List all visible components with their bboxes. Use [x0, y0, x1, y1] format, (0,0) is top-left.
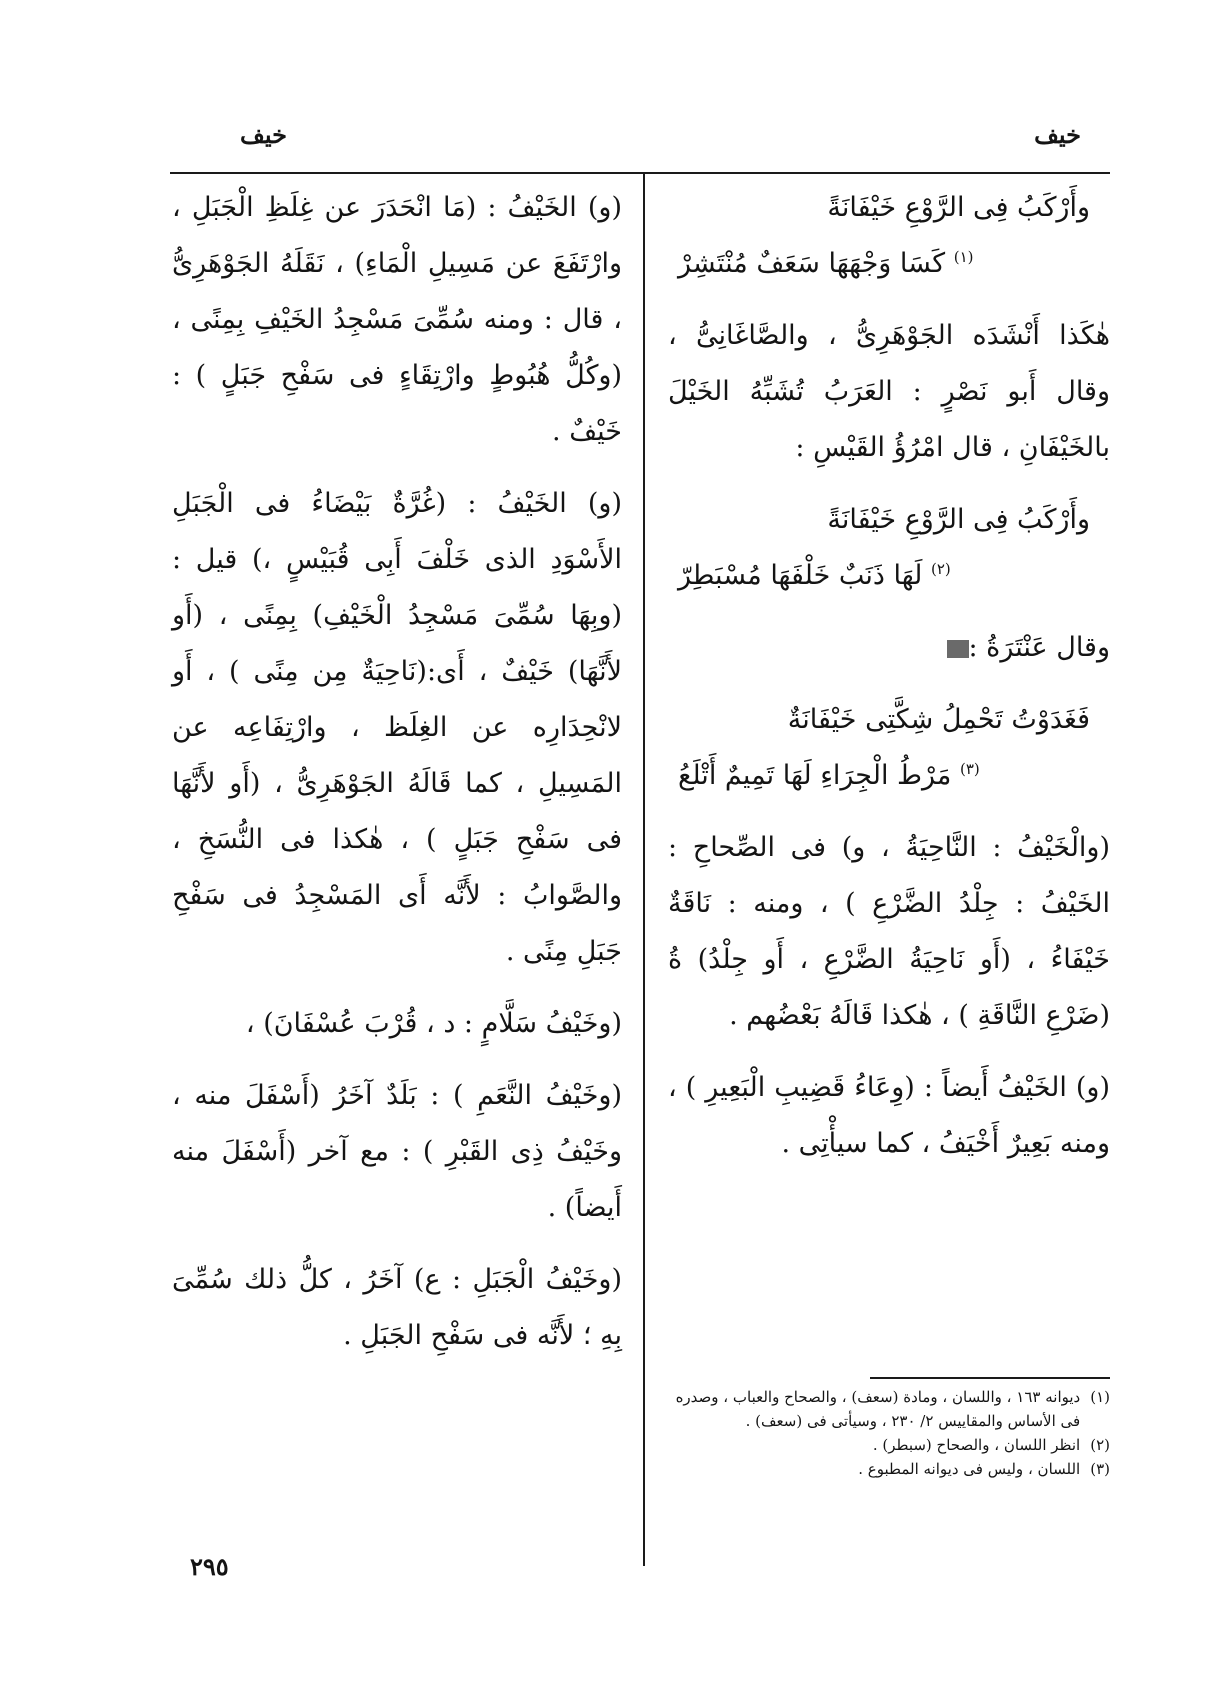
page-number: ٢٩٥	[190, 1552, 229, 1581]
verse-3	[668, 692, 1110, 804]
verse-2	[668, 492, 1110, 604]
footnote-number: (٢)	[1090, 1436, 1110, 1454]
running-header-left: خيف	[240, 120, 287, 149]
verse-1-line-2	[668, 236, 1110, 292]
running-header-right: خيف	[1034, 120, 1081, 149]
left-column	[172, 180, 622, 1380]
footnote-number: (٣)	[1090, 1460, 1110, 1478]
footnote-number: (١)	[1090, 1388, 1110, 1406]
header-rule	[170, 172, 1110, 174]
verse-2-line-2-text: لَهَا ذَنَبٌ خَلْفَهَا مُسْبَطِرّ	[678, 560, 923, 591]
print-mark-icon	[947, 640, 969, 658]
verse-3-line-2	[668, 748, 1110, 804]
right-column	[668, 180, 1110, 1188]
paragraph-naahiya: (والْخَيْفُ : النَّاحِيَةُ ، و) فى الصِّحاحِ : الخَيْفُ : جِلْدُ الضَّرْعِ ) ، ومنه : نَاقَةٌ خَيْفَاءُ ، (أَو نَاحِيَةُ الضَّرْعِ ، أَو جِلْدُ) ةُ (ضَرْعِ النَّاقَةِ ) ، هٰكذا قَالَهُ بَعْضُهم .	[668, 832, 1110, 1031]
verse-3-line-1: فَغَدَوْتُ تَحْمِلُ شِكَّتِى خَيْفَانَةٌ	[787, 704, 1090, 735]
paragraph-wiaa: (و) الخَيْفُ أَيضاً : (وِعَاءُ قَضِيبِ الْبَعِيرِ ) ، ومنه بَعِيرٌ أَخْيَفُ ، كما سيأْتِى .	[668, 1072, 1110, 1159]
footnote-rule	[870, 1377, 1110, 1379]
paragraph-ghurra: (و) الخَيْفُ : (غُرَّةٌ بَيْضَاءُ فى الْجَبَلِ الأَسْوَدِ الذى خَلْفَ أَبِى قُبَيْسٍ ،) قيل : (وبِهَا سُمِّىَ مَسْجِدُ الْخَيْفِ) بِمِنًى ، (أَو لأَنَّهَا) خَيْفٌ ، أَى:(نَاحِيَةٌ مِن مِنًى ) ، أَو لانْحِدَارِه عن الغِلَظ ، وارْتِفَاعِه عن المَسِيلِ ، كما قَالَهُ الجَوْهَرِىُّ ، (أَو لأَنَّهَا فى سَفْحِ جَبَلٍ ) ، هٰكذا فى النُّسَخِ ، والصَّوابُ : لأَنَّه أَى المَسْجِدُ فى سَفْحِ جَبَلِ مِنًى .	[172, 488, 622, 967]
verse-1-line-1: وأَرْكَبُ فِى الرَّوْعِ خَيْفَانَةً	[827, 192, 1090, 223]
verse-2-line-2	[668, 548, 1110, 604]
footnote-2	[668, 1433, 1110, 1457]
paragraph-jawhari: هٰكَذا أَنْشَدَه الجَوْهَرِىُّ ، والصَّاغَانِىُّ ، وقال أَبو نَصْرٍ : العَرَبُ تُشَبِّهُ الخَيْلَ بالخَيْفَانِ ، قال امْرُؤُ القَيْسِ :	[668, 320, 1110, 463]
footnote-ref-2: (٢)	[931, 560, 951, 578]
footnote-ref-3: (٣)	[959, 760, 980, 778]
footnote-text: ديوانه ١٦٣ ، واللسان ، ومادة (سعف) ، والصحاح والعباب ، وصدره فى الأساس والمقاييس ٢/ ٢٣٠ ، وسيأتى فى (سعف) .	[675, 1388, 1081, 1430]
footnote-text: انظر اللسان ، والصحاح (سبطر) .	[872, 1436, 1081, 1454]
footnote-3	[668, 1457, 1110, 1481]
antara-intro-text: وقال عَنْتَرَةُ :	[968, 632, 1110, 663]
column-divider	[643, 174, 645, 1566]
footnote-ref-1: (١)	[953, 248, 974, 266]
paragraph-khayf-jabal: (وخَيْفُ الْجَبَلِ : ع) آخَرُ ، كلُّ ذلك سُمِّىَ بِهِ ؛ لأَنَّه فى سَفْحِ الجَبَلِ .	[172, 1264, 622, 1351]
paragraph-antara-intro	[668, 620, 1110, 676]
footnote-1	[668, 1385, 1110, 1433]
footnotes	[668, 1385, 1110, 1481]
paragraph-khayf-naam: (وخَيْفُ النَّعَمِ ) : بَلَدٌ آخَرُ (أَسْفَلَ منه ، وخَيْفُ ذِى القَبْرِ ) : مع آخر (أَسْفَلَ منه أَيضاً) .	[172, 1080, 622, 1223]
verse-1-line-2-text: كَسَا وَجْهَهَا سَعَفٌ مُنْتَشِرْ	[678, 248, 946, 279]
paragraph-khayf-sallam: (وخَيْفُ سَلَّامٍ : د ، قُرْبَ عُسْفَانَ) ،	[245, 1008, 622, 1039]
footnote-text: اللسان ، وليس فى ديوانه المطبوع .	[858, 1460, 1081, 1478]
verse-3-line-2-text: مَرْطُ الْجِرَاءِ لَهَا تَمِيمٌ أَتْلَعُ	[678, 760, 952, 791]
verse-1	[668, 180, 1110, 292]
paragraph-khayf-definition: (و) الخَيْفُ : (مَا انْحَدَرَ عن غِلَظِ الْجَبَلِ ، وارْتَفَعَ عن مَسِيلِ الْمَاءِ) ، نَقَلَهُ الجَوْهَرِىُّ ، قال : ومنه سُمِّىَ مَسْجِدُ الخَيْفِ بِمِنًى ، (وكُلُّ هُبُوطٍ وارْتِقَاءٍ فى سَفْحِ جَبَلٍ ) : خَيْفٌ .	[172, 192, 622, 447]
verse-2-line-1: وأَرْكَبُ فِى الرَّوْعِ خَيْفَانَةً	[827, 504, 1090, 535]
